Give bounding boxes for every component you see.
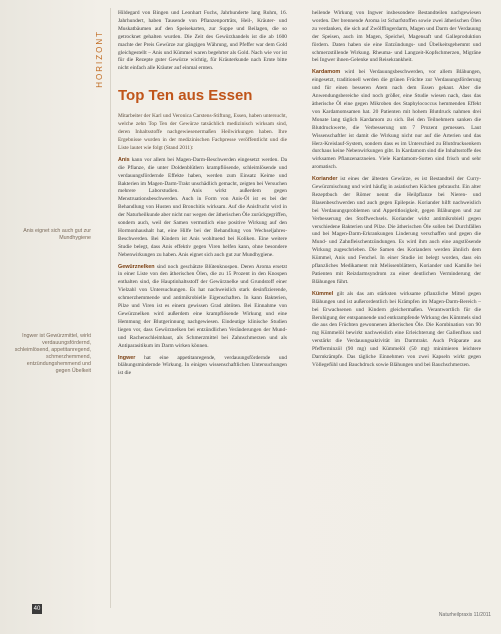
paragraph-kuemmel: [312, 291, 481, 370]
footer-credit: Naturheilpraxis 11/2011: [438, 612, 491, 618]
left-column: [118, 10, 287, 382]
right-column: [312, 10, 481, 374]
run-head-kardamom: Kardamom: [312, 69, 341, 76]
paragraph-anis-text: kann vor allem bei Magen-Darm-Beschwerden eingesetzt werden. Da die Pflanze, die unter Doldenblütlern krampflösende, schleimlösende und verdauungsfördernde Effekte haben, werden zum Einsatz Keime und Bakterien im Magen-Darm-Trakt unschädlich gemacht, zeigten bei Versuchen mehrere Laborstudien. Anis wirkt außerdem gegen Menstruationsbeschwerden. Auch in Form von Anis-Öl ist es bei der Behandlung von Husten und Bronchitis wirksam. Auf die Anisfrucht wird in der Naturheilkunde aber nicht nur wegen der ätherischen Öle zurückgegriffen, sondern auch, weil der Samen vermutlich eine positive Wirkung auf den Hormonhaushalt hat, eine Hilfe bei der Behandlung von Wechseljahres-Beschwerden. Bei Kindern ist Anis wohltuend bei Koliken. Eine weitere Studie belegt, dass Anis effektiv gegen Viren helfen kann, ohne besondere Nebenwirkungen zu haben. Anis eignet sich auch gut zur Mundhygiene.: [118, 156, 287, 258]
paragraph-gewuerznelken: [118, 264, 287, 351]
run-head-kuemmel: Kümmel: [312, 290, 334, 297]
margin-note-ingwer: Ingwer ist Gewürzmittel, wirkt verdauungsfördernd, schleimlösend, appetitanregend, schmerzhemmend, entzündungshemmend und gegen Übelkeit: [14, 333, 91, 374]
paragraph-kardamom-text: wird bei Verdauungsbeschwerden, vor allem Blähungen, eingesetzt, traditionell werden die grünen Früchte zur Verdauungsförderung und für einen besseren Atem nach dem Essen gekaut. Aber die Anwendungsbereiche sind noch größer, eine Studie wiesen nach, dass das ätherische Öl eine gegen Mikroben des Staphylococcus hemmenden Effekt von Kardamomsamen hat. 20 Patienten mit hohem Blutdruck nahmen drei Monate lang täglich Kardamom zu sich. Bei den Teilnehmern sanken die Blutdruckwerte, die Verbesserung um 7 Prozent gemessen. Laut Wissenschaftler ist damit die Wirkung nicht nur auf die Arterien und das Herz-Kreislauf-System, sondern dass es im Unterschied zu Blutdrucksenkern durchaus keine Nebenwirkungen gibt. In Kardamom sind die Inhaltsstoffe des wirksamen Pflanzenarzneien. Viele Kardamom-Sorten sind frisch und sehr aromatisch.: [312, 69, 481, 171]
article-title: Top Ten aus Essen: [118, 87, 253, 105]
page-number: 40: [33, 606, 41, 612]
left-top-paragraph: Hildegard von Bingen und Leonhart Fuchs, Jahrhunderte lang Ruhm, 16. Jahrhundert, haben Tausende von Pflanzenporträts, Heil-, Kräuter- und Muskatbäumen auf den Speisekarten, zur Suppe und Beilagen, die so getrocknet gehalten wurden. Die Zeit des Gewürzhandels ist die ab 1600 machte der Preis Gewürze zur gängigen Währung, und Pfeffer war dem Gold gleichgestellt – Anis und Kümmel waren begehrter als Gold. Nach wie vor ist für die Rezepte guter Gewürze wichtig, für Kräuterkunde nach Ernte bitte nicht einfach alle Kräuter auf einmal ernten.: [118, 10, 287, 72]
margin-note-anis: Anis eignet sich auch gut zur Mundhygiene: [23, 228, 91, 241]
run-head-koriander: Koriander: [312, 176, 338, 183]
section-label: HORIZONT: [95, 30, 104, 88]
run-head-anis: Anis: [118, 156, 130, 163]
paragraph-kuemmel-text: gilt als das am stärksten wirksame pflanzliche Mittel gegen Blähungen und ist außerordentlich bei Krämpfen im Magen-Darm-Bereich – bei Erwachsenen und Kindern gleichermaßen. Verantwortlich für die Beruhigung der entspannende und entkrampfende Wirkung des Kümmels sind die aus den Früchten gewonnenen ätherischen Öle. Die Kombination von 90 mg Kümmelöl bewirkt nachweislich eine Erleichterung der Gallenfluss und verstärkt die Verdauungsaktivität im Darmtrakt. Auch Präparate aus Pfefferminzöl (90 mg) und Kümmelöl (50 mg) minimieren leichtere Darmkrämpfe. Das tägliche Einnehmen von zwei Kapseln wirkt gegen Völlegefühl und Bauchdruck sowie Blähungen und bei Bauchschmerzen.: [312, 290, 481, 368]
paragraph-ingwer-text: hat eine appetitanregende, verdauungsfördernde und blähungsmindernde Wirkung. In einigen wissenschaftlichen Untersuchungen ist die: [118, 354, 287, 377]
paragraph-koriander: [312, 176, 481, 287]
paragraph-ingwer: [118, 355, 287, 379]
right-top-paragraph: heilende Wirkung von Ingwer insbesondere Bestandteilen nachgewiesen worden. Der brennende Aroma ist Scharfstoffen sowie zwei ätherischen Ölen zu verdanken, die sich auf Zwölffingerdarm, Magen und Darm der Verdauung der Speisen, auch im Magen, Speichel, Magensaft und Galleproduktion fördern. Daten haben sie eine Entzündungs- und Übelkeitsgehemmt und schmerzstillende Wirkung. Rheuma- und Langzeit-Kopfschmerzen, Migräne bei Ingwer ihnen-Gelenke und Reisekrankheit.: [312, 10, 481, 64]
margin-rule: [110, 8, 111, 608]
paragraph-kardamom: [312, 69, 481, 172]
paragraph-anis: [118, 157, 287, 260]
paragraph-koriander-text: ist eines der ältesten Gewürze, es ist Bestandteil der Curry-Gewürzmischung und wird häufig in asiatischen Küchen gebraucht. Ein alter Rezeptbuch der Römer nennt die Heilpflanze bei Nieren- und Blasenbeschwerden und auch gegen Epilepsie. Koriander hilft nachweislich bei Verdauungsproblemen und Appetitlosigkeit, gegen Blähungen und zur Verbesserung des Stoffwechsels. Koriander wirkt antimikrobiell gegen verschiedene Bakterien und Pilze. Die ätherischen Öle sollen bei Durchfällen und bei Magen-Darm-Erkrankungen Linderung verschaffen und gegen die Mund- und Zahnfleischentzündungen. Es wird ihm auch eine angstlösende Wirkung zugeschrieben. Die Samen des Korianders werden ähnlich dem Kümmel, Anis und Fenchel. In einer Studie ist belegt worden, dass ein pflanzliches Medikament mit Melissenblättern, Koriander und Kamille bei Patienten mit Reizdarmsyndrom zu einer deutlichen Verminderung der Blähungen führt.: [312, 176, 481, 285]
article-intro: Mitarbeiter der Karl und Veronica Carstens-Stiftung, Essen, haben untersucht, welche zehn Top Ten der Gewürze tatsächlich medizinisch wirksam sind, deren Inhaltsstoffe nachgewiesenermaßen Heilwirkungen haben. Ihre Ergebnisse wurden in der medizinischen Fachpresse veröffentlicht und die Liste lautet wie folgt (Stand 2011):: [118, 113, 287, 151]
run-head-gewuerznelken: Gewürznelken: [118, 263, 155, 270]
paragraph-gewuerznelken-text: sind noch geschätzte Blütenknospen. Deren Aroma ersetzt in einer Liste von den ätherischen Ölen, die zu 15 Prozent in den Knospen enthalten sind, die Hauptinhaltsstoff der Gewürznelke und Grundstoff einer Vielzahl von Untersuchungen. Es hat nachweislich stark desinfizierende, schmerzhemmende und antimikrobielle Eigenschaften. In kann Bakterien, Pilze und Viren ist es einem gewissen Grad abtöten. Bei Einnahme von Gewürznelken wird außerdem eine krampflösende Wirkung und eine Hemmung der Blutgerinnung nachgewiesen. Eindeutige klinische Studien liegen vor, dass Gewürznelken bei entzündlichen Veränderungen der Mund- und Rachenschleimhaut, als Schmerzmittel bei Zahnschmerzen und als Antiparasitikum im Darm wirken können.: [118, 263, 287, 349]
run-head-ingwer: Ingwer: [118, 354, 136, 361]
